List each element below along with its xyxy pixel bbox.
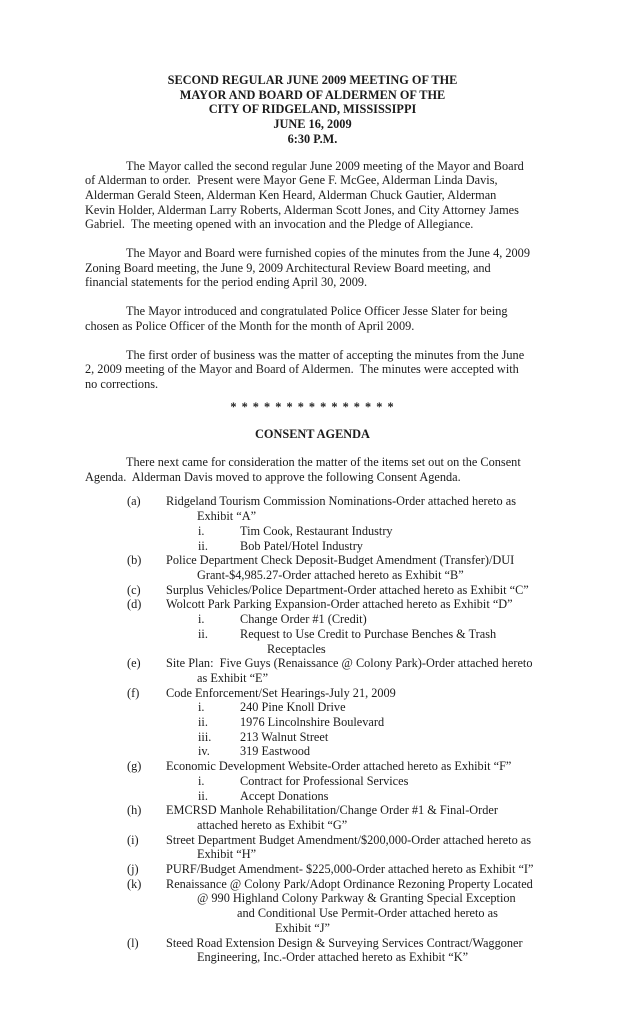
paragraph-line: The Mayor and Board were furnished copies of the minutes from the June 4, 2009 <box>126 246 530 261</box>
agenda-sub-text: Tim Cook, Restaurant Industry <box>240 523 393 538</box>
agenda-line <box>85 686 555 701</box>
agenda-sub-text: Request to Use Credit to Purchase Benches & Trash <box>240 626 497 641</box>
agenda-item-l <box>85 936 555 965</box>
agenda-line <box>85 833 555 848</box>
agenda-line <box>85 862 555 877</box>
meeting-date-line: JUNE 16, 2009 <box>273 117 352 132</box>
agenda-item-d <box>85 597 555 656</box>
paragraph-line: Zoning Board meeting, the June 9, 2009 Architectural Review Board meeting, and <box>85 260 491 275</box>
agenda-item-b <box>85 553 555 582</box>
agenda-sub-line <box>85 612 555 627</box>
agenda-item-text: Site Plan: Five Guys (Renaissance @ Colony Park)-Order attached hereto <box>166 656 533 671</box>
agenda-sub-label: i. <box>198 700 205 715</box>
paragraph-line: 2, 2009 meeting of the Mayor and Board of Aldermen. The minutes were accepted with <box>85 362 519 377</box>
paragraph-consent-intro <box>85 455 543 484</box>
consent-agenda-heading: CONSENT AGENDA <box>255 427 370 442</box>
meeting-title-line: SECOND REGULAR JUNE 2009 MEETING OF THE <box>167 73 458 87</box>
agenda-sub-label: i. <box>198 612 205 627</box>
agenda-item-text: Police Department Check Deposit-Budget Amendment (Transfer)/DUI <box>166 553 515 568</box>
paragraph-line: Alderman Gerald Steen, Alderman Ken Heard, Alderman Chuck Gautier, Alderman <box>85 187 497 202</box>
agenda-item-label: (l) <box>127 935 139 950</box>
paragraph-line: Gabriel. The meeting opened with an invocation and the Pledge of Allegiance. <box>85 217 474 232</box>
paragraph-line: Kevin Holder, Alderman Larry Roberts, Alderman Scott Jones, and City Attorney James <box>85 202 519 217</box>
agenda-item-text: Code Enforcement/Set Hearings-July 21, 2009 <box>166 685 396 700</box>
paragraph-officer-of-month <box>85 304 543 333</box>
paragraph-call-to-order <box>85 159 543 233</box>
agenda-line <box>85 494 555 509</box>
agenda-sub-line <box>85 700 555 715</box>
agenda-item-i <box>85 833 555 862</box>
agenda-sub-line <box>85 539 555 554</box>
agenda-sub-text: 319 Eastwood <box>240 744 311 759</box>
paragraph-minutes-furnished <box>85 246 543 290</box>
paragraph-line: of Alderman to order. Present were Mayor Gene F. McGee, Alderman Linda Davis, <box>85 173 498 188</box>
agenda-line <box>85 803 555 818</box>
paragraph-accept-minutes <box>85 348 543 392</box>
agenda-sub-label: ii. <box>198 538 208 553</box>
agenda-item-j <box>85 862 555 877</box>
paragraph-line: no corrections. <box>85 376 159 391</box>
agenda-sub-label: i. <box>198 773 205 788</box>
agenda-item-c <box>85 583 555 598</box>
agenda-line <box>85 759 555 774</box>
agenda-item-text: EMCRSD Manhole Rehabilitation/Change Order #1 & Final-Order <box>166 803 498 818</box>
paragraph-line: financial statements for the period ending April 30, 2009. <box>85 275 368 290</box>
agenda-item-label: (d) <box>127 597 142 612</box>
agenda-line <box>85 936 555 951</box>
agenda-item-label: (f) <box>127 685 140 700</box>
paragraph-line: chosen as Police Officer of the Month for the month of April 2009. <box>85 318 415 333</box>
agenda-sub-line <box>85 730 555 745</box>
agenda-sub-label: ii. <box>198 715 208 730</box>
agenda-sub-line <box>85 789 555 804</box>
agenda-sub-text: Accept Donations <box>240 788 329 803</box>
agenda-sub-text: 240 Pine Knoll Drive <box>240 700 346 715</box>
agenda-sub-line <box>85 715 555 730</box>
agenda-line <box>85 597 555 612</box>
agenda-item-label: (c) <box>127 582 141 597</box>
agenda-line-continuation: @ 990 Highland Colony Parkway & Granting Special Exception <box>197 891 516 906</box>
meeting-title <box>85 73 540 147</box>
agenda-item-label: (i) <box>127 832 139 847</box>
agenda-item-f <box>85 686 555 760</box>
agenda-item-label: (b) <box>127 553 142 568</box>
paragraph-line: Agenda. Alderman Davis moved to approve the following Consent Agenda. <box>85 469 461 484</box>
agenda-item-e <box>85 656 555 685</box>
agenda-line-continuation: Engineering, Inc.-Order attached hereto as Exhibit “K” <box>197 950 469 965</box>
asterisk-separator: * * * * * * * * * * * * * * * <box>230 399 395 414</box>
agenda-line-continuation: Exhibit “H” <box>197 847 257 862</box>
agenda-item-text: Wolcott Park Parking Expansion-Order attached hereto as Exhibit “D” <box>166 597 513 612</box>
agenda-line-continuation: as Exhibit “E” <box>197 670 269 685</box>
agenda-item-label: (k) <box>127 876 142 891</box>
agenda-item-label: (g) <box>127 759 142 774</box>
agenda-sub-line <box>85 744 555 759</box>
agenda-sub-label: i. <box>198 523 205 538</box>
agenda-sub-label: ii. <box>198 788 208 803</box>
agenda-line <box>85 583 555 598</box>
agenda-line <box>85 656 555 671</box>
agenda-sub-text: Bob Patel/Hotel Industry <box>240 538 363 553</box>
agenda-sub-text: Contract for Professional Services <box>240 773 409 788</box>
meeting-title-line: CITY OF RIDGELAND, MISSISSIPPI <box>208 102 417 117</box>
agenda-sub-label: ii. <box>198 626 208 641</box>
agenda-item-g <box>85 759 555 803</box>
agenda-item-label: (h) <box>127 803 142 818</box>
agenda-item-h <box>85 803 555 832</box>
agenda-sub-label: iii. <box>198 729 212 744</box>
agenda-sub-line <box>85 524 555 539</box>
agenda-item-label: (e) <box>127 656 141 671</box>
agenda-line-continuation: Exhibit “J” <box>275 920 330 935</box>
agenda-item-label: (j) <box>127 862 139 877</box>
agenda-item-text: Street Department Budget Amendment/$200,000-Order attached hereto as <box>166 832 532 847</box>
agenda-line-continuation: Grant-$4,985.27-Order attached hereto as Exhibit “B” <box>197 567 464 582</box>
agenda-item-text: Economic Development Website-Order attached hereto as Exhibit “F” <box>166 759 512 774</box>
paragraph-line: The first order of business was the matter of accepting the minutes from the June <box>126 347 525 362</box>
agenda-line <box>85 553 555 568</box>
agenda-sub-line <box>85 774 555 789</box>
agenda-sub-text: 1976 Lincolnshire Boulevard <box>240 715 385 730</box>
agenda-item-text: Steed Road Extension Design & Surveying Services Contract/Waggoner <box>166 935 523 950</box>
agenda-sub-text: 213 Walnut Street <box>240 729 329 744</box>
agenda-item-k <box>85 877 555 936</box>
agenda-sub-continuation: Receptacles <box>267 641 326 656</box>
agenda-item-label: (a) <box>127 494 141 509</box>
agenda-line <box>85 877 555 892</box>
agenda-line-continuation: Exhibit “A” <box>197 509 257 524</box>
agenda-line-continuation: attached hereto as Exhibit “G” <box>197 817 348 832</box>
agenda-item-text: PURF/Budget Amendment- $225,000-Order attached hereto as Exhibit “I” <box>166 862 534 877</box>
paragraph-line: The Mayor called the second regular June 2009 meeting of the Mayor and Board <box>126 158 524 173</box>
agenda-item-a <box>85 494 555 553</box>
document-content <box>85 73 555 965</box>
agenda-item-text: Ridgeland Tourism Commission Nominations-Order attached hereto as <box>166 494 516 509</box>
agenda-line-continuation: and Conditional Use Permit-Order attached hereto as <box>237 906 498 921</box>
meeting-time-line: 6:30 P.M. <box>287 131 338 146</box>
agenda-item-text: Renaissance @ Colony Park/Adopt Ordinance Rezoning Property Located <box>166 876 533 891</box>
paragraph-line: The Mayor introduced and congratulated Police Officer Jesse Slater for being <box>126 304 508 319</box>
agenda-sub-text: Change Order #1 (Credit) <box>240 612 367 627</box>
agenda-item-text: Surplus Vehicles/Police Department-Order attached hereto as Exhibit “C” <box>166 582 529 597</box>
consent-agenda-list <box>85 494 555 965</box>
meeting-title-line: MAYOR AND BOARD OF ALDERMEN OF THE <box>179 87 446 102</box>
paragraph-line: There next came for consideration the matter of the items set out on the Consent <box>126 455 521 470</box>
agenda-sub-line <box>85 627 555 642</box>
agenda-sub-label: iv. <box>198 744 210 759</box>
